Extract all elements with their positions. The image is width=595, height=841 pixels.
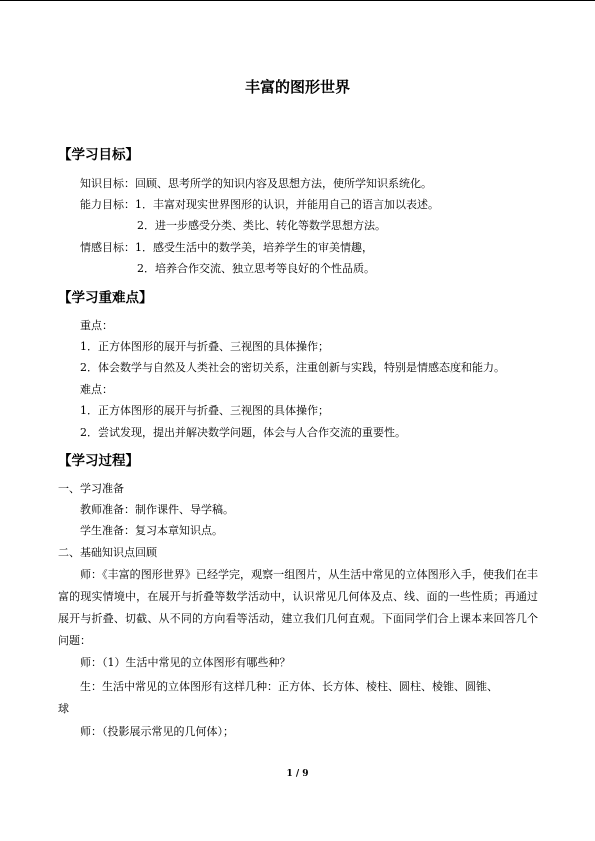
goal-ability-1: 能力目标：1．丰富对现实世界图形的认识，并能用自己的语言加以表述。 bbox=[80, 198, 439, 211]
focus-label: 重点： bbox=[80, 319, 113, 332]
page-title: 丰富的图形世界 bbox=[244, 78, 350, 96]
section-heading-process: 【学习过程】 bbox=[58, 453, 139, 469]
goal-emotion-2: 2．培养合作交流、独立思考等良好的个性品质。 bbox=[137, 262, 375, 275]
goal-emotion-1: 情感目标：1．感受生活中的数学美，培养学生的审美情趣， bbox=[80, 241, 373, 254]
difficulty-item-2: 2．尝试发现，提出并解决数学问题，体会与人合作交流的重要性。 bbox=[80, 426, 406, 439]
difficulty-label: 难点： bbox=[80, 383, 113, 396]
teacher-prep: 教师准备：制作课件、导学稿。 bbox=[80, 503, 234, 516]
focus-item-1: 1．正方体图形的展开与折叠、三视图的具体操作； bbox=[80, 340, 329, 353]
question-1: 师：（1）生活中常见的立体图形有哪些种？ bbox=[80, 656, 291, 669]
goal-ability-2: 2．进一步感受分类、类比、转化等数学思想方法。 bbox=[137, 219, 386, 232]
step-1-heading: 一、学习准备 bbox=[58, 482, 124, 495]
teacher-show: 师：（投影展示常见的几何体）； bbox=[80, 725, 234, 738]
step-2-heading: 二、基础知识点回顾 bbox=[58, 546, 157, 559]
answer-1-line-1: 生：生活中常见的立体图形有这样几种：正方体、长方体、棱柱、圆柱、棱锥、圆锥、 bbox=[80, 680, 498, 693]
difficulty-item-1: 1．正方体图形的展开与折叠、三视图的具体操作； bbox=[80, 404, 329, 417]
intro-paragraph: 师：《丰富的图形世界》已经学完，观察一组图片，从生活中常见的立体图形入手，使我们在丰富的现实情境中，在展开与折叠等数学活动中，认识常见几何体及点、线、面的一些性质；再通过展开与折叠、切截、从不同的方向看等活动，建立我们几何直观。下面同学们合上课本来回答几个问题： bbox=[58, 568, 538, 647]
section-heading-goals: 【学习目标】 bbox=[58, 147, 139, 163]
page-number: 1 / 9 bbox=[286, 769, 309, 779]
section-heading-key-points: 【学习重难点】 bbox=[58, 290, 153, 306]
answer-1-line-2: 球 bbox=[58, 702, 69, 715]
focus-item-2: 2．体会数学与自然及人类社会的密切关系，注重创新与实践，特别是情感态度和能力。 bbox=[80, 361, 505, 374]
goal-knowledge: 知识目标：回顾、思考所学的知识内容及思想方法，使所学知识系统化。 bbox=[80, 177, 432, 190]
top-rule bbox=[0, 0, 595, 1]
student-prep: 学生准备：复习本章知识点。 bbox=[80, 524, 223, 537]
